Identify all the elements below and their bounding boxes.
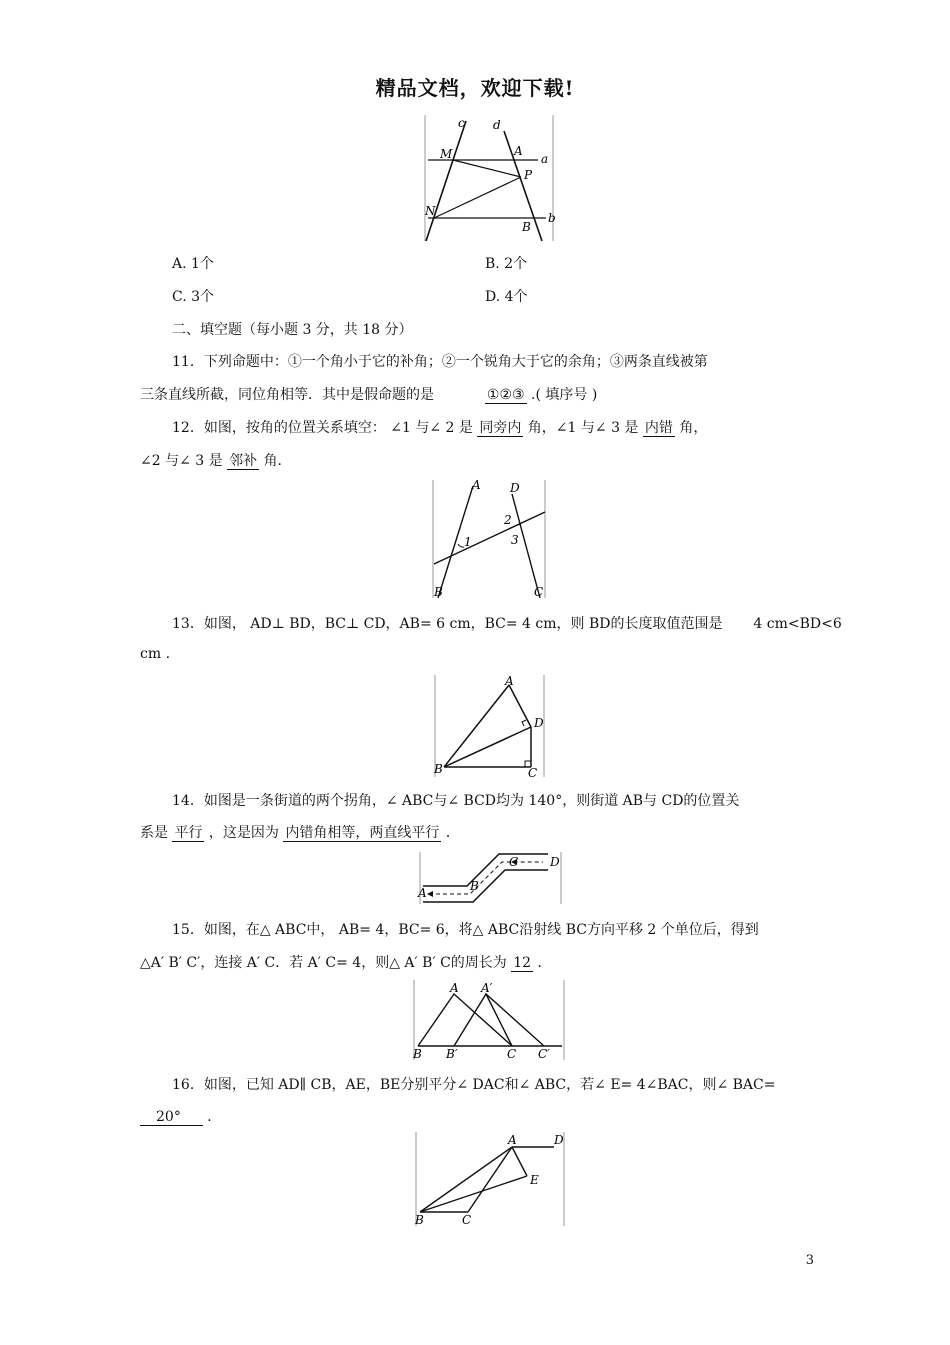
- q15-answer: 12: [513, 955, 532, 971]
- q15-post: ．: [537, 955, 552, 971]
- fig12-label-b: B: [434, 585, 443, 599]
- page-number: 3: [805, 1253, 814, 1268]
- fig16-label-e: E: [530, 1173, 539, 1187]
- q14-post: ．: [445, 825, 460, 841]
- figure-q15: [410, 980, 568, 1062]
- fig15-label-b: B: [413, 1047, 422, 1061]
- fig10-label-n: N: [425, 204, 436, 218]
- fig14-label-b: B: [470, 879, 479, 893]
- fig13-label-a: A: [505, 674, 514, 688]
- option-d: D. 4个: [485, 289, 528, 305]
- q12-answer3: 邻补: [229, 453, 258, 469]
- fig10-label-m: M: [440, 147, 453, 161]
- q13-line2: cm .: [140, 646, 171, 662]
- q14-text: 系是: [140, 825, 168, 841]
- q14-answer1: 平行: [174, 825, 203, 841]
- q11-post: .( 填序号 ): [531, 387, 598, 403]
- fig10-label-a-upper: A: [514, 144, 523, 158]
- figure-q10: [420, 115, 560, 243]
- fig10-label-c: c: [458, 116, 465, 130]
- fig15-label-a: A: [450, 981, 459, 995]
- fig15-label-b-prime: B′: [446, 1047, 458, 1061]
- q13-text: 13．如图， AD⊥ BD，BC⊥ CD，AB= 6 cm，BC= 4 cm，则 BD的长度取值范围是: [172, 616, 723, 632]
- section-title: 二、填空题（每小题 3 分，共 18 分）: [172, 322, 413, 338]
- figure-q13: [430, 675, 548, 779]
- q15-line2: [140, 952, 552, 972]
- q15-line1: 15．如图，在△ ABC中， AB= 4，BC= 6，将△ ABC沿射线 BC方向平移 2 个单位后，得到: [172, 922, 759, 938]
- fig16-label-c: C: [462, 1213, 472, 1227]
- fig12-label-a: A: [472, 478, 481, 492]
- q14-line1: 14．如图是一条街道的两个拐角，∠ ABC与∠ BCD均为 140°，则街道 AB与 CD的位置关: [172, 793, 740, 809]
- fig10-label-b-upper: B: [522, 220, 531, 234]
- q13-answer: 4 cm<BD<6: [753, 616, 842, 632]
- q11-line1: 11．下列命题中：①一个角小于它的补角；②一个锐角大于它的余角；③两条直线被第: [172, 354, 708, 370]
- fig14-label-c: C: [509, 855, 519, 869]
- figure-q16: [412, 1132, 568, 1228]
- q12-line2-text: ∠2 与∠ 3 是: [140, 453, 223, 469]
- fig12-label-d: D: [510, 481, 520, 495]
- q12-mid1: 角，∠1 与∠ 3 是: [527, 420, 639, 436]
- q12-answer1: 同旁内: [479, 420, 522, 436]
- fig16-label-d: D: [554, 1133, 564, 1147]
- fig13-label-b: B: [434, 762, 443, 776]
- fig12-label-c: C: [534, 585, 544, 599]
- q15-text: △A′ B′ C′，连接 A′ C．若 A′ C= 4，则△ A′ B′ C的周长为: [140, 955, 507, 971]
- q16-line1: 16．如图，已知 AD∥ CB，AE，BE分别平分∠ DAC和∠ ABC，若∠ E= 4∠BAC，则∠ BAC=: [172, 1077, 776, 1093]
- q11-answer: ①②③: [486, 387, 525, 403]
- fig14-label-a: A: [418, 886, 427, 900]
- q13-line1: [172, 613, 842, 633]
- figure-q12: [430, 480, 548, 600]
- q16-answer: 20°: [140, 1110, 203, 1126]
- q14-answer2: 内错角相等，两直线平行: [285, 825, 440, 841]
- q11-text: 三条直线所截，同位角相等．其中是假命题的是: [140, 387, 434, 403]
- fig10-label-a: a: [541, 152, 549, 166]
- fig10-label-p: P: [524, 168, 533, 182]
- q16-line2: [140, 1106, 221, 1126]
- figure-q14: [415, 850, 565, 906]
- q12-line2: [140, 450, 292, 470]
- fig12-label-1: 1: [464, 535, 472, 549]
- fig13-label-c: C: [528, 766, 538, 780]
- option-b: B. 2个: [485, 256, 528, 272]
- q12-line2-post: 角．: [263, 453, 292, 469]
- fig16-label-a: A: [508, 1133, 517, 1147]
- fig12-label-2: 2: [504, 513, 512, 527]
- fig13-label-d: D: [534, 716, 544, 730]
- fig10-label-d: d: [493, 118, 501, 132]
- q12-mid2: 角，: [679, 420, 708, 436]
- q12-line1: [172, 417, 707, 437]
- fig15-label-c-prime: C′: [538, 1047, 550, 1061]
- option-c: C. 3个: [172, 289, 215, 305]
- q16-post: ．: [207, 1109, 222, 1125]
- q14-line2: [140, 822, 460, 842]
- fig15-label-a-prime: A′: [481, 981, 493, 995]
- fig15-label-c: C: [507, 1047, 517, 1061]
- page-title: 精品文档，欢迎下载!: [375, 76, 575, 100]
- fig12-label-3: 3: [511, 533, 519, 547]
- q14-mid: ，这是因为: [208, 825, 279, 841]
- option-a: A. 1个: [172, 256, 214, 272]
- fig16-label-b: B: [415, 1213, 424, 1227]
- fig14-label-d: D: [550, 855, 560, 869]
- q12-answer2: 内错: [644, 420, 673, 436]
- q11-line2: [140, 384, 597, 404]
- fig10-label-b: b: [548, 211, 556, 225]
- q12-text: 12．如图，按角的位置关系填空： ∠1 与∠ 2 是: [172, 420, 473, 436]
